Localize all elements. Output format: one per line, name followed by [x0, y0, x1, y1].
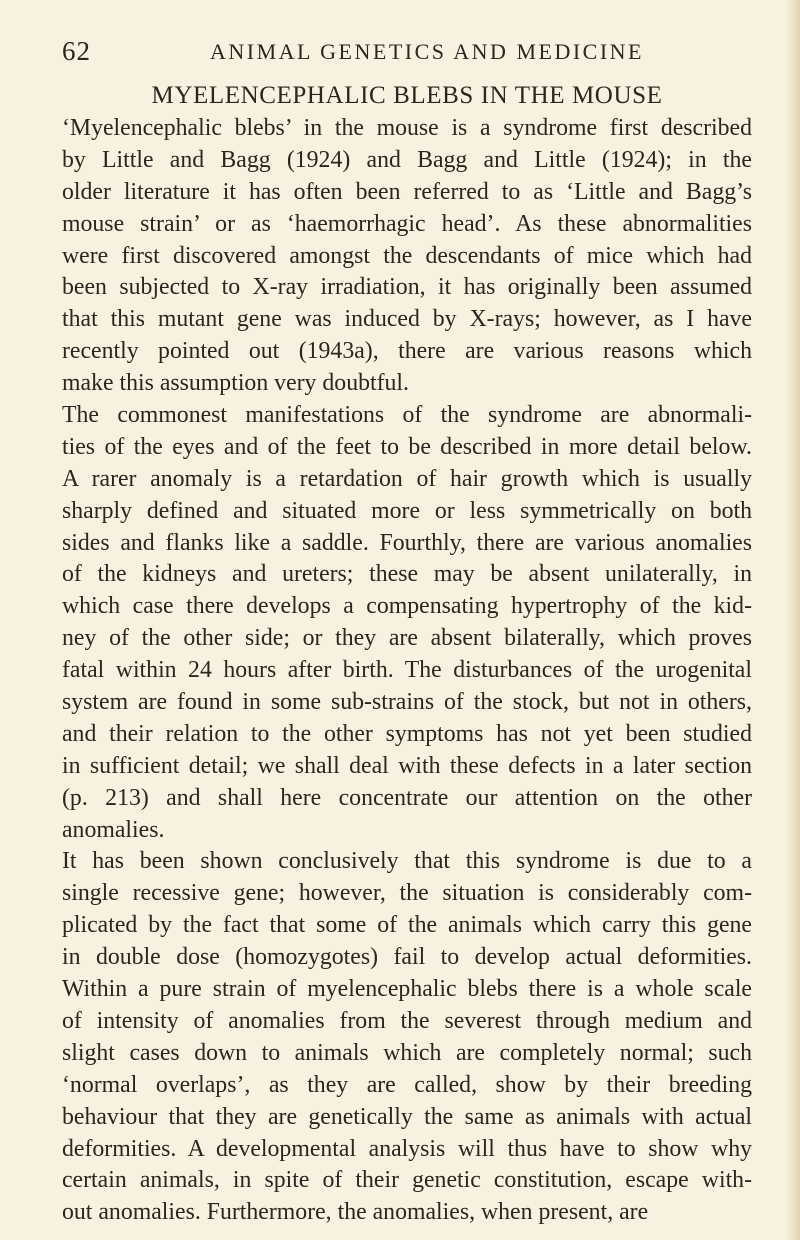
text-line: It has been shown conclusively that this syndrome is due to a: [62, 848, 752, 875]
text-line: The commonest manifestations of the syndrome are abnormali-: [62, 402, 752, 429]
paragraph: [62, 400, 752, 846]
text-line: deformities. A developmental analysis will thus have to show why: [62, 1135, 752, 1162]
book-title: ANIMAL GENETICS AND MEDICINE: [210, 39, 644, 64]
text-line: (p. 213) and shall here concentrate our attention on the other: [62, 784, 752, 811]
text-line: mouse strain’ or as ‘haemorrhagic head’. As these abnormalities: [62, 210, 752, 237]
text-line: that this mutant gene was induced by X-rays; however, as I have: [62, 306, 752, 333]
text-line: ties of the eyes and of the feet to be described in more detail below.: [62, 433, 752, 460]
text-line: single recessive gene; however, the situation is considerably com-: [62, 880, 752, 907]
text-line: slight cases down to animals which are completely normal; such: [62, 1039, 752, 1066]
text-line: sides and flanks like a saddle. Fourthly, there are various anomalies: [62, 529, 752, 556]
text-line: recently pointed out (1943a), there are various reasons which: [62, 338, 752, 365]
text-line: anomalies.: [62, 816, 165, 843]
running-header: [62, 36, 752, 70]
paragraph: [62, 113, 752, 400]
text-line: make this assumption very doubtful.: [62, 370, 409, 397]
text-line: sharply defined and situated more or less symmetrically on both: [62, 497, 752, 524]
text-line: by Little and Bagg (1924) and Bagg and Little (1924); in the: [62, 146, 752, 173]
text-line: were first discovered amongst the descendants of mice which had: [62, 242, 752, 269]
text-line: ‘normal overlaps’, as they are called, show by their breeding: [62, 1071, 752, 1098]
text-line: A rarer anomaly is a retardation of hair growth which is usually: [62, 465, 752, 492]
text-line: ‘Myelencephalic blebs’ in the mouse is a syndrome first described: [62, 115, 752, 141]
text-line: in sufficient detail; we shall deal with these defects in a later section: [62, 752, 752, 779]
text-line: plicated by the fact that some of the animals which carry this gene: [62, 912, 752, 939]
section-title: MYELENCEPHALIC BLEBS IN THE MOUSE: [151, 82, 663, 109]
text-line: been subjected to X-ray irradiation, it has originally been assumed: [62, 274, 752, 301]
text-line: in double dose (homozygotes) fail to develop actual deformities.: [62, 944, 752, 971]
text-line: ney of the other side; or they are absent bilaterally, which proves: [62, 625, 752, 652]
text-line: certain animals, in spite of their genetic constitution, escape with-: [62, 1167, 752, 1194]
text-line: fatal within 24 hours after birth. The disturbances of the urogenital: [62, 657, 752, 684]
text-line: older literature it has often been referred to as ‘Little and Bagg’s: [62, 178, 752, 205]
text-line: Within a pure strain of myelencephalic blebs there is a whole scale: [62, 976, 752, 1003]
paragraph: [62, 846, 752, 1229]
text-line: of intensity of anomalies from the severest through medium and: [62, 1007, 752, 1034]
text-line: out anomalies. Furthermore, the anomalies, when present, are: [62, 1199, 649, 1226]
page-edge-shadow: [786, 0, 800, 1240]
text-line: behaviour that they are genetically the same as animals with actual: [62, 1103, 752, 1130]
page-number: 62: [62, 36, 91, 66]
text-line: system are found in some sub-strains of the stock, but not in others,: [62, 689, 752, 716]
body-text: [62, 113, 752, 1229]
text-line: of the kidneys and ureters; these may be absent unilaterally, in: [62, 561, 752, 588]
text-line: which case there develops a compensating hypertrophy of the kid-: [62, 593, 752, 620]
text-line: and their relation to the other symptoms has not yet been studied: [62, 720, 752, 747]
